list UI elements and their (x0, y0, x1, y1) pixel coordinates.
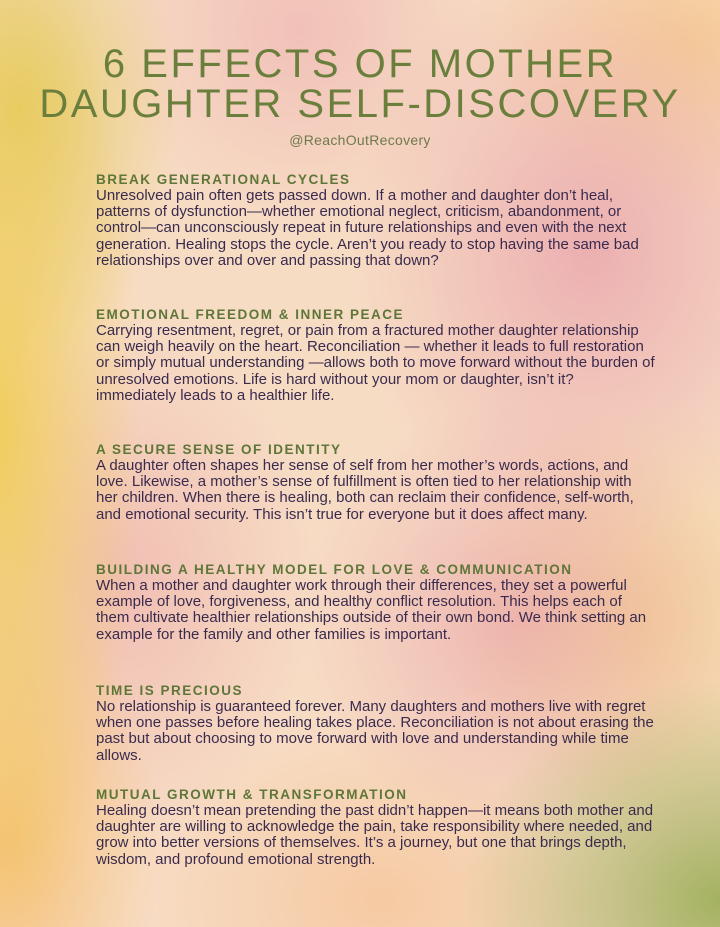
section-body: Carrying resentment, regret, or pain from a fractured mother daughter relationship can weigh heavily on the heart. Reconciliation — whether it leads to full restoration or simply mutual understanding —allows both to move forward without the burden of unresolved emotions. Life is hard without your mom or daughter, isn’t it? immediately leads to a healthier life. (96, 322, 655, 404)
section-time-is-precious (96, 683, 656, 764)
section-heading: BREAK GENERATIONAL CYCLES (96, 172, 351, 187)
section-body: No relationship is guaranteed forever. Many daughters and mothers live with regret when one passes before healing takes place. Reconciliation is not about erasing the past but about choosing to move forward with love and understanding while time allows. (96, 698, 654, 764)
social-handle: @ReachOutRecovery (289, 132, 431, 148)
page-title (0, 44, 720, 124)
section-break-generational-cycles (96, 172, 656, 269)
section-heading: BUILDING A HEALTHY MODEL FOR LOVE & COMMUNICATION (96, 562, 573, 577)
section-body: A daughter often shapes her sense of self from her mother’s words, actions, and love. Likewise, a mother’s sense of fulfillment is often tied to her relationship with her children. When there is healing, both can reclaim their confidence, self-worth, and emotional security. This isn’t true for everyone but it does affect many. (96, 457, 634, 523)
section-heading: MUTUAL GROWTH & TRANSFORMATION (96, 787, 408, 802)
title-line-2: DAUGHTER SELF-DISCOVERY (39, 82, 681, 126)
section-secure-identity (96, 442, 656, 523)
section-heading: TIME IS PRECIOUS (96, 683, 244, 698)
section-mutual-growth (96, 787, 656, 868)
section-healthy-model (96, 562, 656, 643)
section-body: Unresolved pain often gets passed down. If a mother and daughter don’t heal, patterns of dysfunction—whether emotional neglect, criticism, abandonment, or control—can unconsciously repeat in future relationships and even with the next generation. Healing stops the cycle. Aren’t you ready to stop having the same bad relationships over and over and passing that down? (96, 187, 639, 269)
section-heading: A SECURE SENSE OF IDENTITY (96, 442, 342, 457)
section-body: Healing doesn’t mean pretending the past didn’t happen—it means both mother and daughter are willing to acknowledge the pain, take responsibility where needed, and grow into better versions of themselves. It’s a journey, but one that brings depth, wisdom, and profound emotional strength. (96, 802, 654, 868)
section-emotional-freedom (96, 307, 656, 404)
section-heading: EMOTIONAL FREEDOM & INNER PEACE (96, 307, 405, 322)
section-body: When a mother and daughter work through their differences, they set a powerful example of love, forgiveness, and healthy conflict resolution. This helps each of them cultivate healthier relationships outside of their own bond. We think setting an example for the family and other families is important. (96, 577, 647, 643)
title-line-1: 6 EFFECTS OF MOTHER (102, 42, 618, 86)
